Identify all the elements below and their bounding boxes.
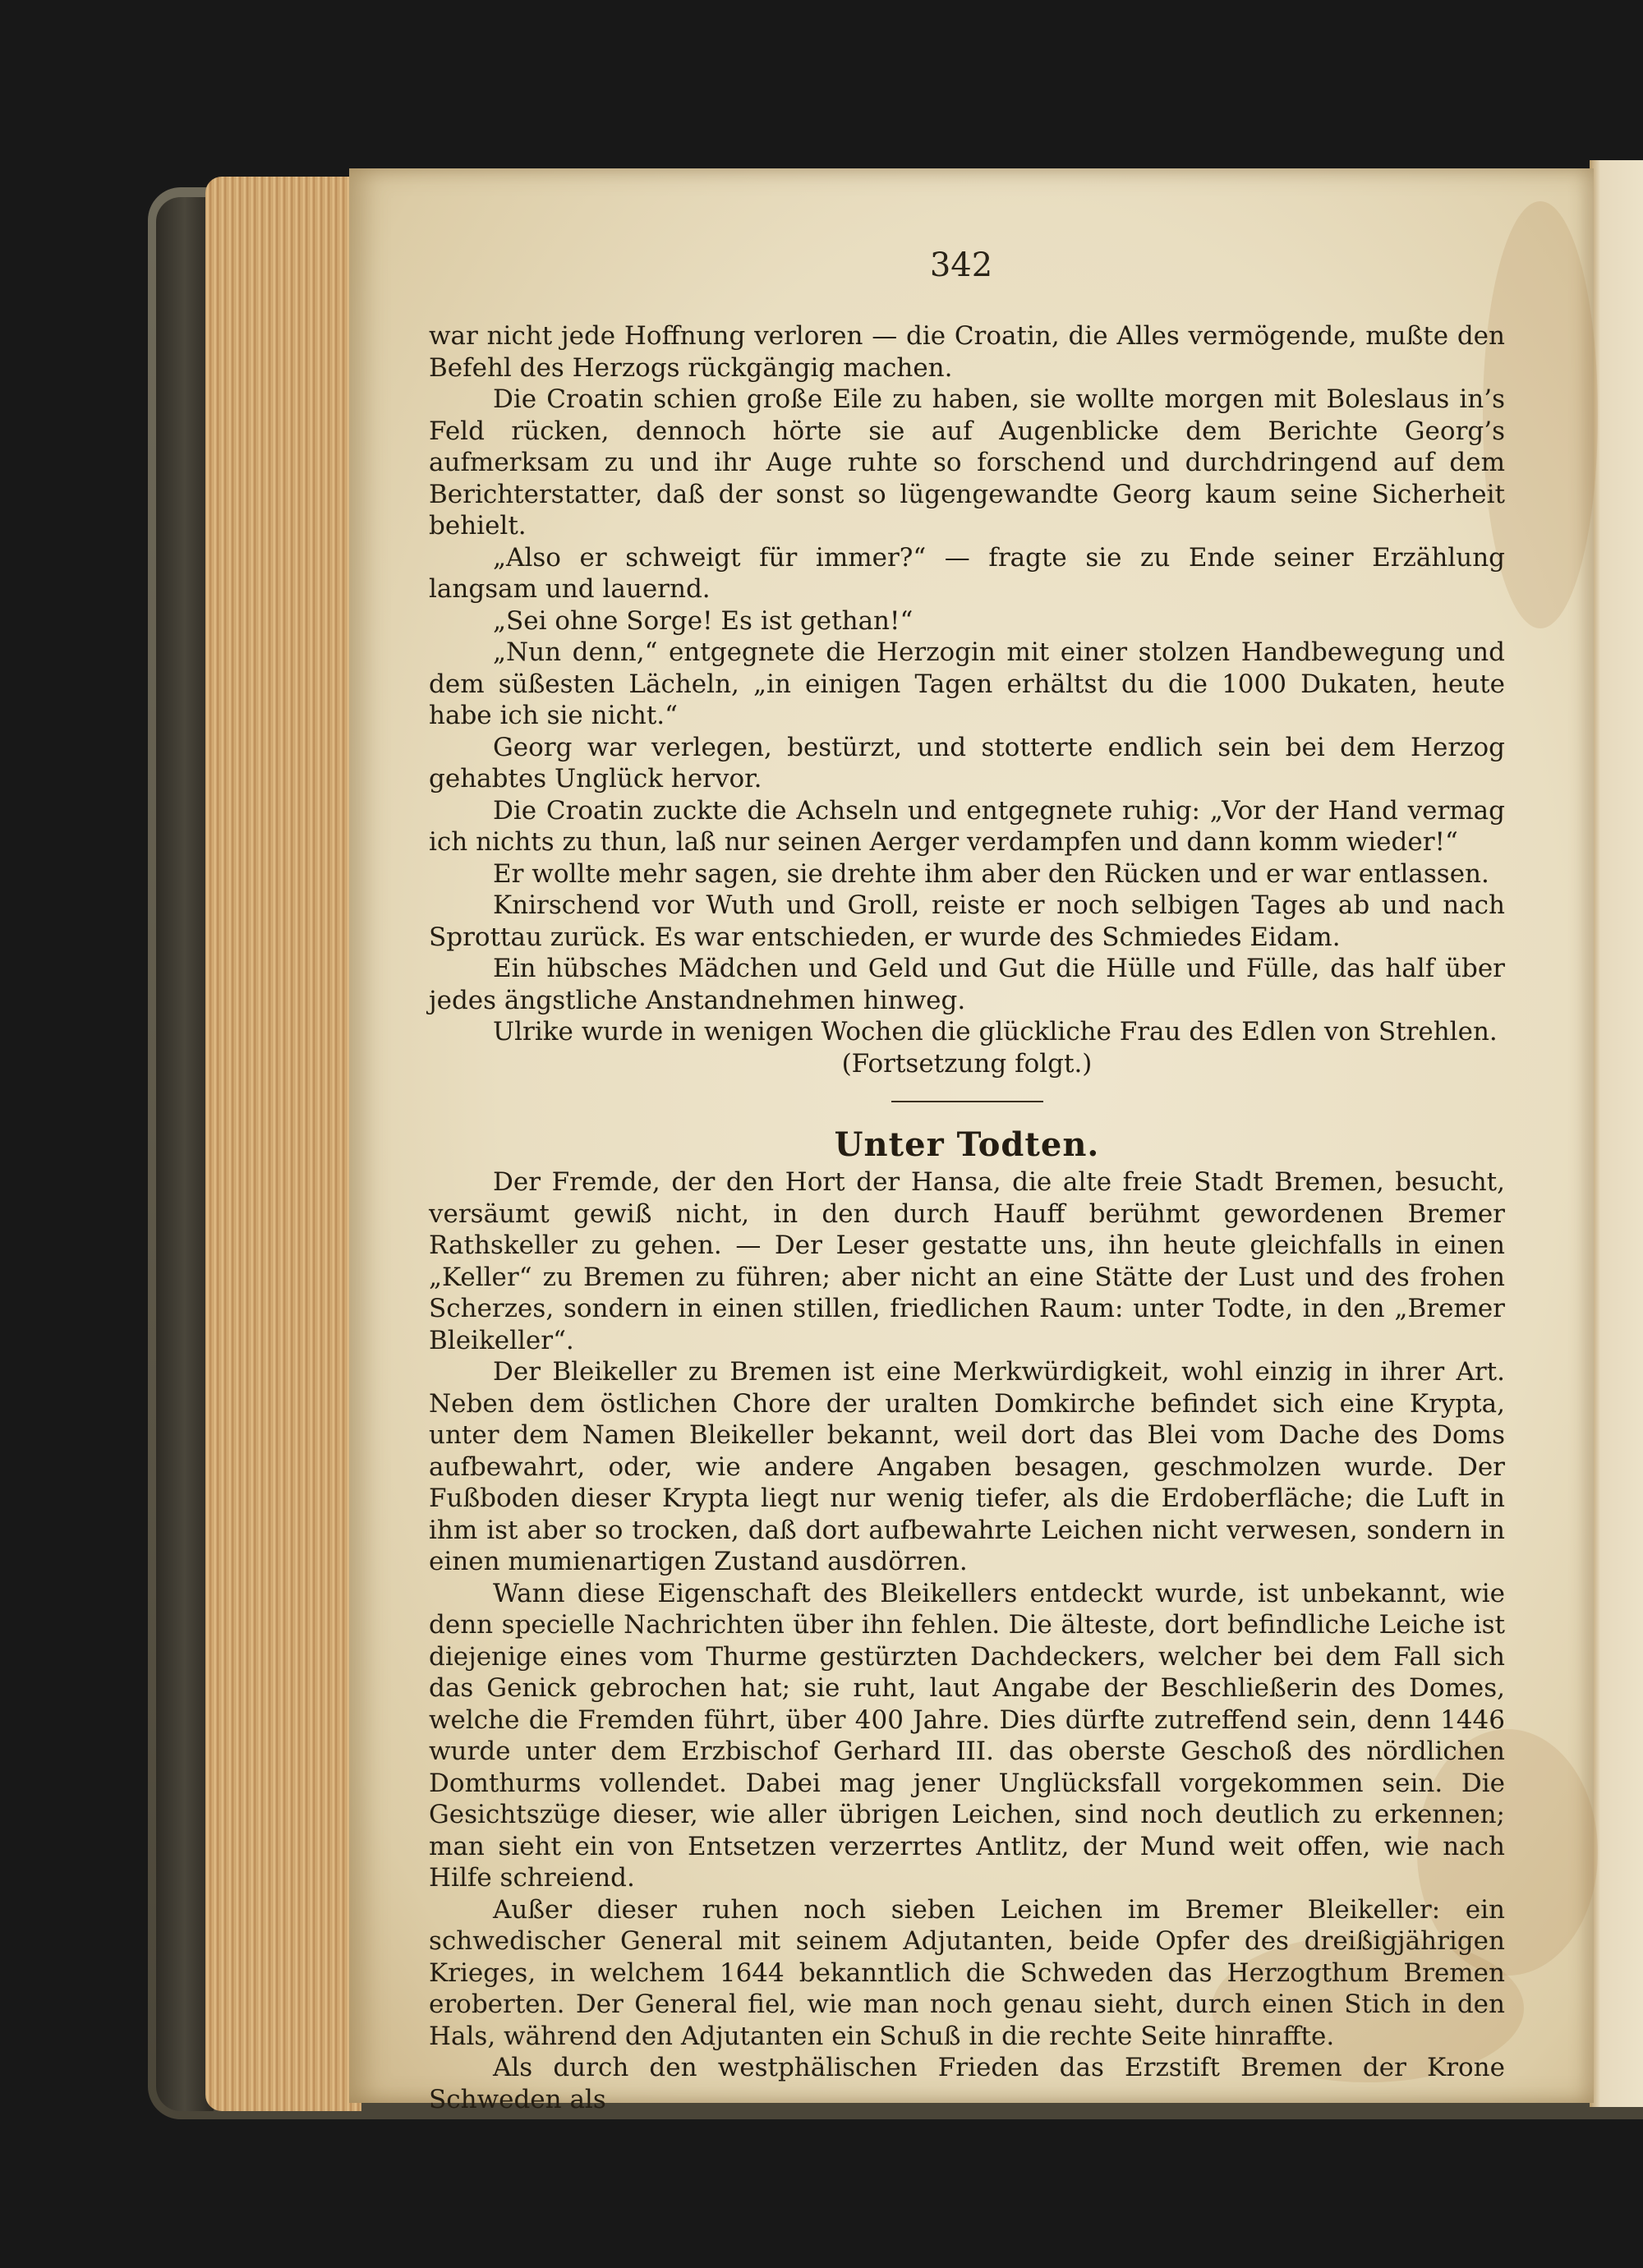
page-text — [429, 320, 1505, 2115]
section-divider — [891, 1101, 1043, 1102]
facing-page-edge — [1590, 160, 1643, 2107]
paragraph: Der Fremde, der den Hort der Hansa, die alte freie Stadt Bremen, besucht, versäumt gewiß nicht, in den durch Hauff berühmt gewordenen Bremer Rathskeller zu gehen. — Der Leser gestatte uns, ihn heute gleichfalls in einen „Keller“ zu Bremen zu führen; aber nicht an eine Stätte der Lust und des frohen Scherzes, sondern in einen stillen, friedlichen Raum: unter Todte, in den „Bremer Bleikeller“. — [429, 1167, 1505, 1355]
paragraph: Ein hübsches Mädchen und Geld und Gut die Hülle und Fülle, das half über jedes ängstliche Anstandnehmen hinweg. — [429, 954, 1505, 1015]
paragraph: Als durch den westphälischen Frieden das Erzstift Bremen der Krone Schweden als — [429, 2053, 1505, 2114]
paragraph: Außer dieser ruhen noch sieben Leichen im Bremer Bleikeller: ein schwedischer General mit seinem Adjutanten, beide Opfer des dreißigjährigen Krieges, in welchem 1644 bekanntlich die Schweden das Herzogthum Bremen eroberten. Der General fiel, wie man noch genau sieht, durch einen Stich in den Hals, während den Adjutanten ein Schuß in die rechte Seite hinraffte. — [429, 1894, 1505, 2051]
paragraph: Georg war verlegen, bestürzt, und stotterte endlich sein bei dem Herzog gehabtes Unglück hervor. — [429, 732, 1505, 794]
page-edges — [205, 177, 361, 2111]
paragraph: Er wollte mehr sagen, sie drehte ihm aber den Rücken und er war entlassen. — [493, 858, 1489, 889]
page-number: 342 — [929, 246, 993, 284]
paragraph: Ulrike wurde in wenigen Wochen die glückliche Frau des Edlen von Strehlen. — [493, 1017, 1498, 1047]
continued-note: (Fortsetzung folgt.) — [841, 1048, 1093, 1079]
paragraph: war nicht jede Hoffnung verloren — die Croatin, die Alles vermögende, mußte den Befehl des Herzogs rückgängig machen. — [429, 321, 1505, 383]
paragraph: Wann diese Eigenschaft des Bleikellers entdeckt wurde, ist unbekannt, wie denn specielle Nachrichten über ihn fehlen. Die älteste, dort befindliche Leiche ist diejenige eines vom Thurme gestürzten Dachdeckers, welcher bei dem Fall sich das Genick gebrochen hat; sie ruht, laut Angabe der Beschließerin des Domes, welche die Fremden führt, über 400 Jahre. Dies dürfte zutreffend sein, denn 1446 wurde unter dem Erzbischof Gerhard III. das oberste Geschoß des nördlichen Domthurms vollendet. Dabei mag jener Unglücksfall vorgekommen sein. Die Gesichtszüge dieser, wie aller übrigen Leichen, sind noch deutlich zu erkennen; man sieht ein von Entsetzen verzerrtes Antlitz, der Mund weit offen, wie nach Hilfe schreiend. — [429, 1578, 1505, 1893]
paragraph: „Nun denn,“ entgegnete die Herzogin mit einer stolzen Handbewegung und dem süßesten Lächeln, „in einigen Tagen erhältst du die 1000 Dukaten, heute habe ich sie nicht.“ — [429, 637, 1505, 730]
article-title: Unter Todten. — [834, 1125, 1100, 1164]
paragraph: Die Croatin schien große Eile zu haben, sie wollte morgen mit Boleslaus in’s Feld rücken, dennoch hörte sie auf Augenblicke dem Berichte Georg’s aufmerksam zu und ihr Auge ruhte so forschend und durchdringend auf dem Berichterstatter, daß der sonst so lügengewandte Georg kaum seine Sicherheit behielt. — [429, 384, 1505, 541]
paragraph: „Also er schweigt für immer?“ — fragte sie zu Ende seiner Erzählung langsam und lauernd. — [429, 542, 1505, 604]
paragraph: „Sei ohne Sorge! Es ist gethan!“ — [493, 605, 914, 636]
paragraph: Die Croatin zuckte die Achseln und entgegnete ruhig: „Vor der Hand vermag ich nichts zu thun, laß nur seinen Aerger verdampfen und dann komm wieder!“ — [429, 795, 1505, 857]
paragraph: Der Bleikeller zu Bremen ist eine Merkwürdigkeit, wohl einzig in ihrer Art. Neben dem östlichen Chore der uralten Domkirche befindet sich eine Krypta, unter dem Namen Bleikeller bekannt, weil dort das Blei vom Dache des Doms aufbewahrt, oder, wie andere Angaben besagen, geschmolzen wurde. Der Fußboden dieser Krypta liegt nur wenig tiefer, als die Erdoberfläche; die Luft in ihm ist aber so trocken, daß dort aufbewahrte Leichen nicht verwesen, sondern in einen mumienartigen Zustand ausdörren. — [429, 1357, 1505, 1576]
paragraph: Knirschend vor Wuth und Groll, reiste er noch selbigen Tages ab und nach Sprottau zurück. Es war entschieden, er wurde des Schmiedes Eidam. — [429, 890, 1505, 952]
